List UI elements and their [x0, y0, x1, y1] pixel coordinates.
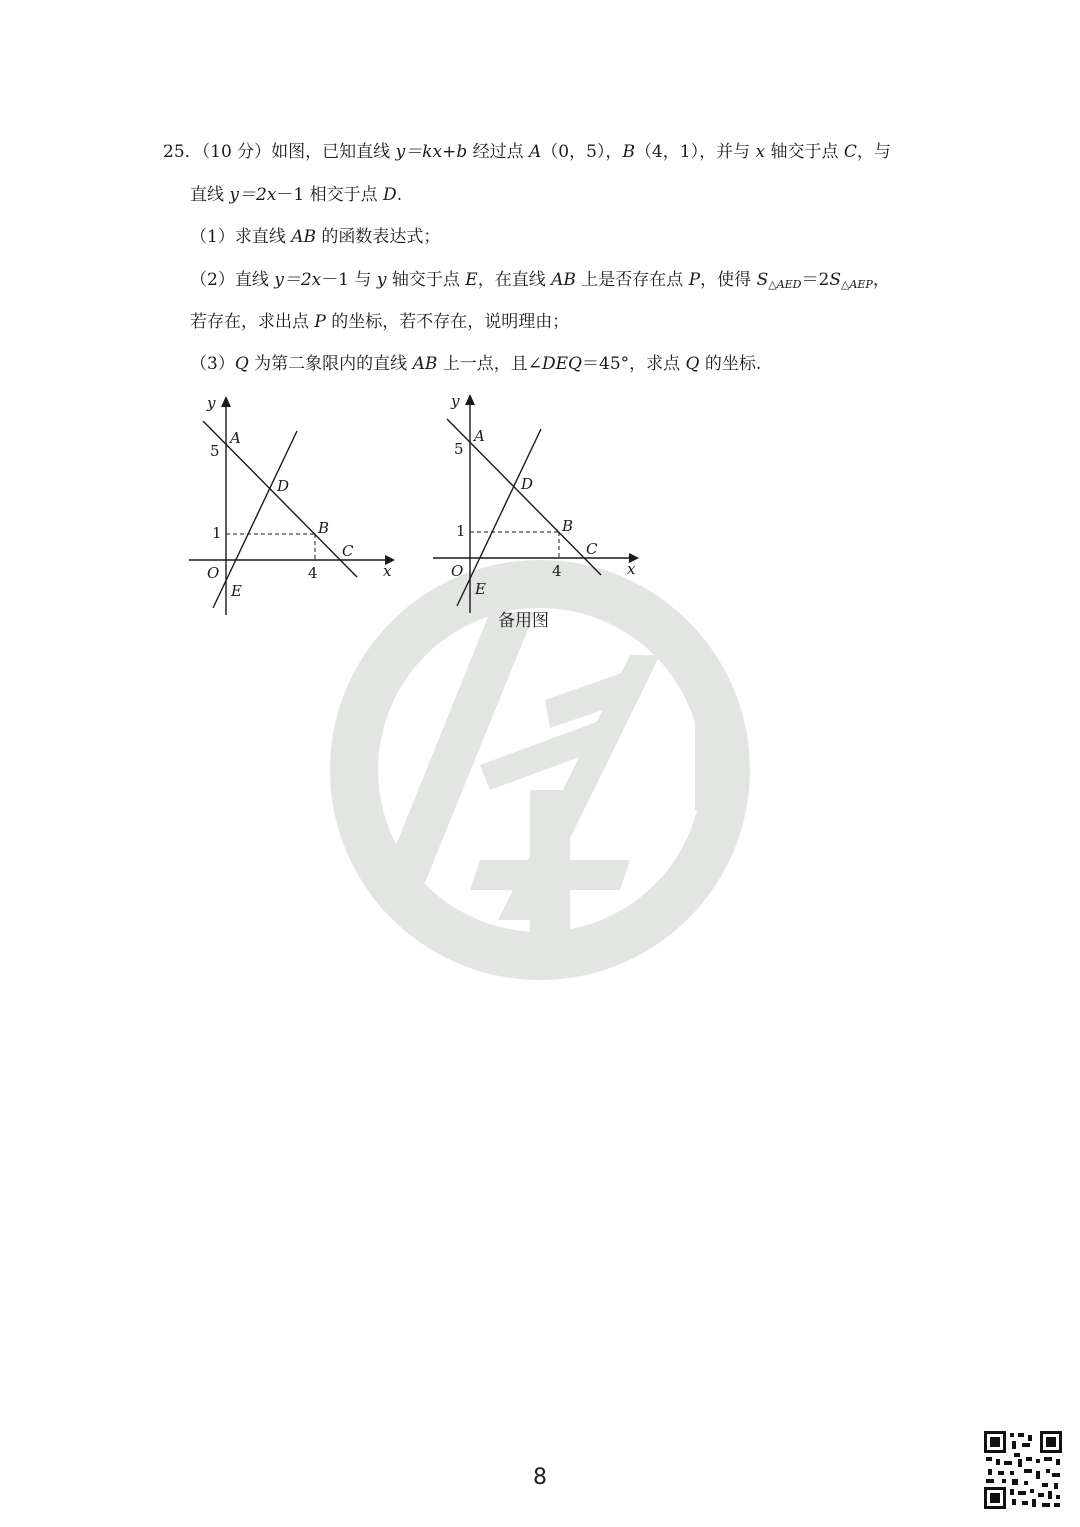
label-y: y — [451, 392, 460, 410]
coordinate-figure-main — [185, 390, 405, 620]
qr-code-icon — [984, 1431, 1062, 1509]
text: （2）直线 — [190, 270, 275, 290]
angle-DEQ: DEQ — [542, 354, 582, 374]
point-C: C — [843, 142, 857, 162]
question-part-1 — [190, 225, 440, 249]
text: ＝45°，求点 — [582, 354, 686, 374]
area-S1: S — [756, 270, 769, 290]
text: 的函数表达式； — [316, 227, 441, 247]
area-S1-subscript: △AED — [768, 278, 802, 291]
text: －1 相交于点 — [276, 185, 384, 205]
text: 的坐标. — [699, 354, 762, 374]
tick-1: 1 — [456, 522, 466, 540]
text: （1）求直线 — [190, 227, 292, 247]
text: （0，5）， — [541, 142, 623, 162]
line-AB: AB — [551, 270, 576, 290]
label-E: E — [475, 580, 486, 598]
text: 轴交于点 — [765, 142, 844, 162]
var-y: y — [376, 270, 387, 290]
label-O: O — [451, 562, 464, 580]
point-D: D — [383, 185, 397, 205]
text: 若存在，求出点 — [190, 312, 315, 332]
text: ，使得 — [700, 270, 757, 290]
point-P: P — [314, 312, 326, 332]
text: ，与 — [856, 142, 891, 162]
question-part-2-line-2 — [190, 310, 569, 334]
text: 上一点，且∠ — [437, 354, 543, 374]
point-E: E — [465, 270, 478, 290]
label-O: O — [207, 564, 220, 582]
label-x: x — [627, 560, 636, 578]
text: 为第二象限内的直线 — [248, 354, 413, 374]
var-x: x — [755, 142, 766, 162]
text: ， — [872, 270, 890, 290]
text: －1 与 — [321, 270, 377, 290]
y-axis-arrow — [221, 396, 231, 407]
tick-4: 4 — [308, 564, 318, 582]
text: ，在直线 — [477, 270, 552, 290]
text: （4，1），并与 — [634, 142, 756, 162]
equation-2x: y＝2x — [274, 270, 322, 290]
point-Q: Q — [685, 354, 700, 374]
question-number-text: 25．（10 分）如图，已知直线 — [163, 142, 396, 162]
question-part-3 — [190, 352, 761, 376]
tick-5: 5 — [454, 440, 464, 458]
text: . — [396, 185, 403, 205]
equation-kx-b: y＝kx+b — [395, 142, 468, 162]
label-A: A — [474, 427, 485, 445]
line-AB: AB — [291, 227, 317, 247]
coordinate-figure-backup — [429, 388, 649, 618]
tick-5: 5 — [210, 442, 220, 460]
point-P: P — [688, 270, 701, 290]
point-A: A — [529, 142, 542, 162]
backup-figure-caption: 备用图 — [498, 611, 549, 631]
text: 直线 — [190, 185, 230, 205]
equation-2x: y＝2x — [229, 185, 277, 205]
text: 轴交于点 — [386, 270, 466, 290]
label-B: B — [318, 519, 330, 537]
label-B: B — [562, 517, 574, 535]
point-B: B — [622, 142, 635, 162]
line-AB: AB — [412, 354, 438, 374]
text: 上是否存在点 — [575, 270, 689, 290]
text: ＝2 — [801, 270, 830, 290]
tick-4: 4 — [552, 562, 562, 580]
label-C: C — [586, 540, 598, 558]
tick-1: 1 — [212, 524, 222, 542]
text: 的坐标，若不存在，说明理由； — [325, 312, 570, 332]
label-y: y — [207, 394, 216, 412]
y-axis-arrow — [465, 394, 475, 405]
label-x: x — [383, 562, 392, 580]
label-D: D — [277, 477, 290, 495]
question-line-2 — [190, 183, 402, 207]
text: 经过点 — [467, 142, 530, 162]
point-Q: Q — [234, 354, 249, 374]
question-line-1 — [163, 140, 891, 164]
label-E: E — [231, 582, 242, 600]
text: （3） — [190, 354, 235, 374]
page-number: 8 — [533, 1465, 547, 1490]
area-S2: S — [829, 270, 841, 290]
area-S2-subscript: △AEP — [840, 278, 873, 291]
label-C: C — [342, 542, 354, 560]
label-A: A — [230, 429, 241, 447]
label-D: D — [521, 475, 534, 493]
question-part-2-line-1 — [190, 268, 890, 297]
